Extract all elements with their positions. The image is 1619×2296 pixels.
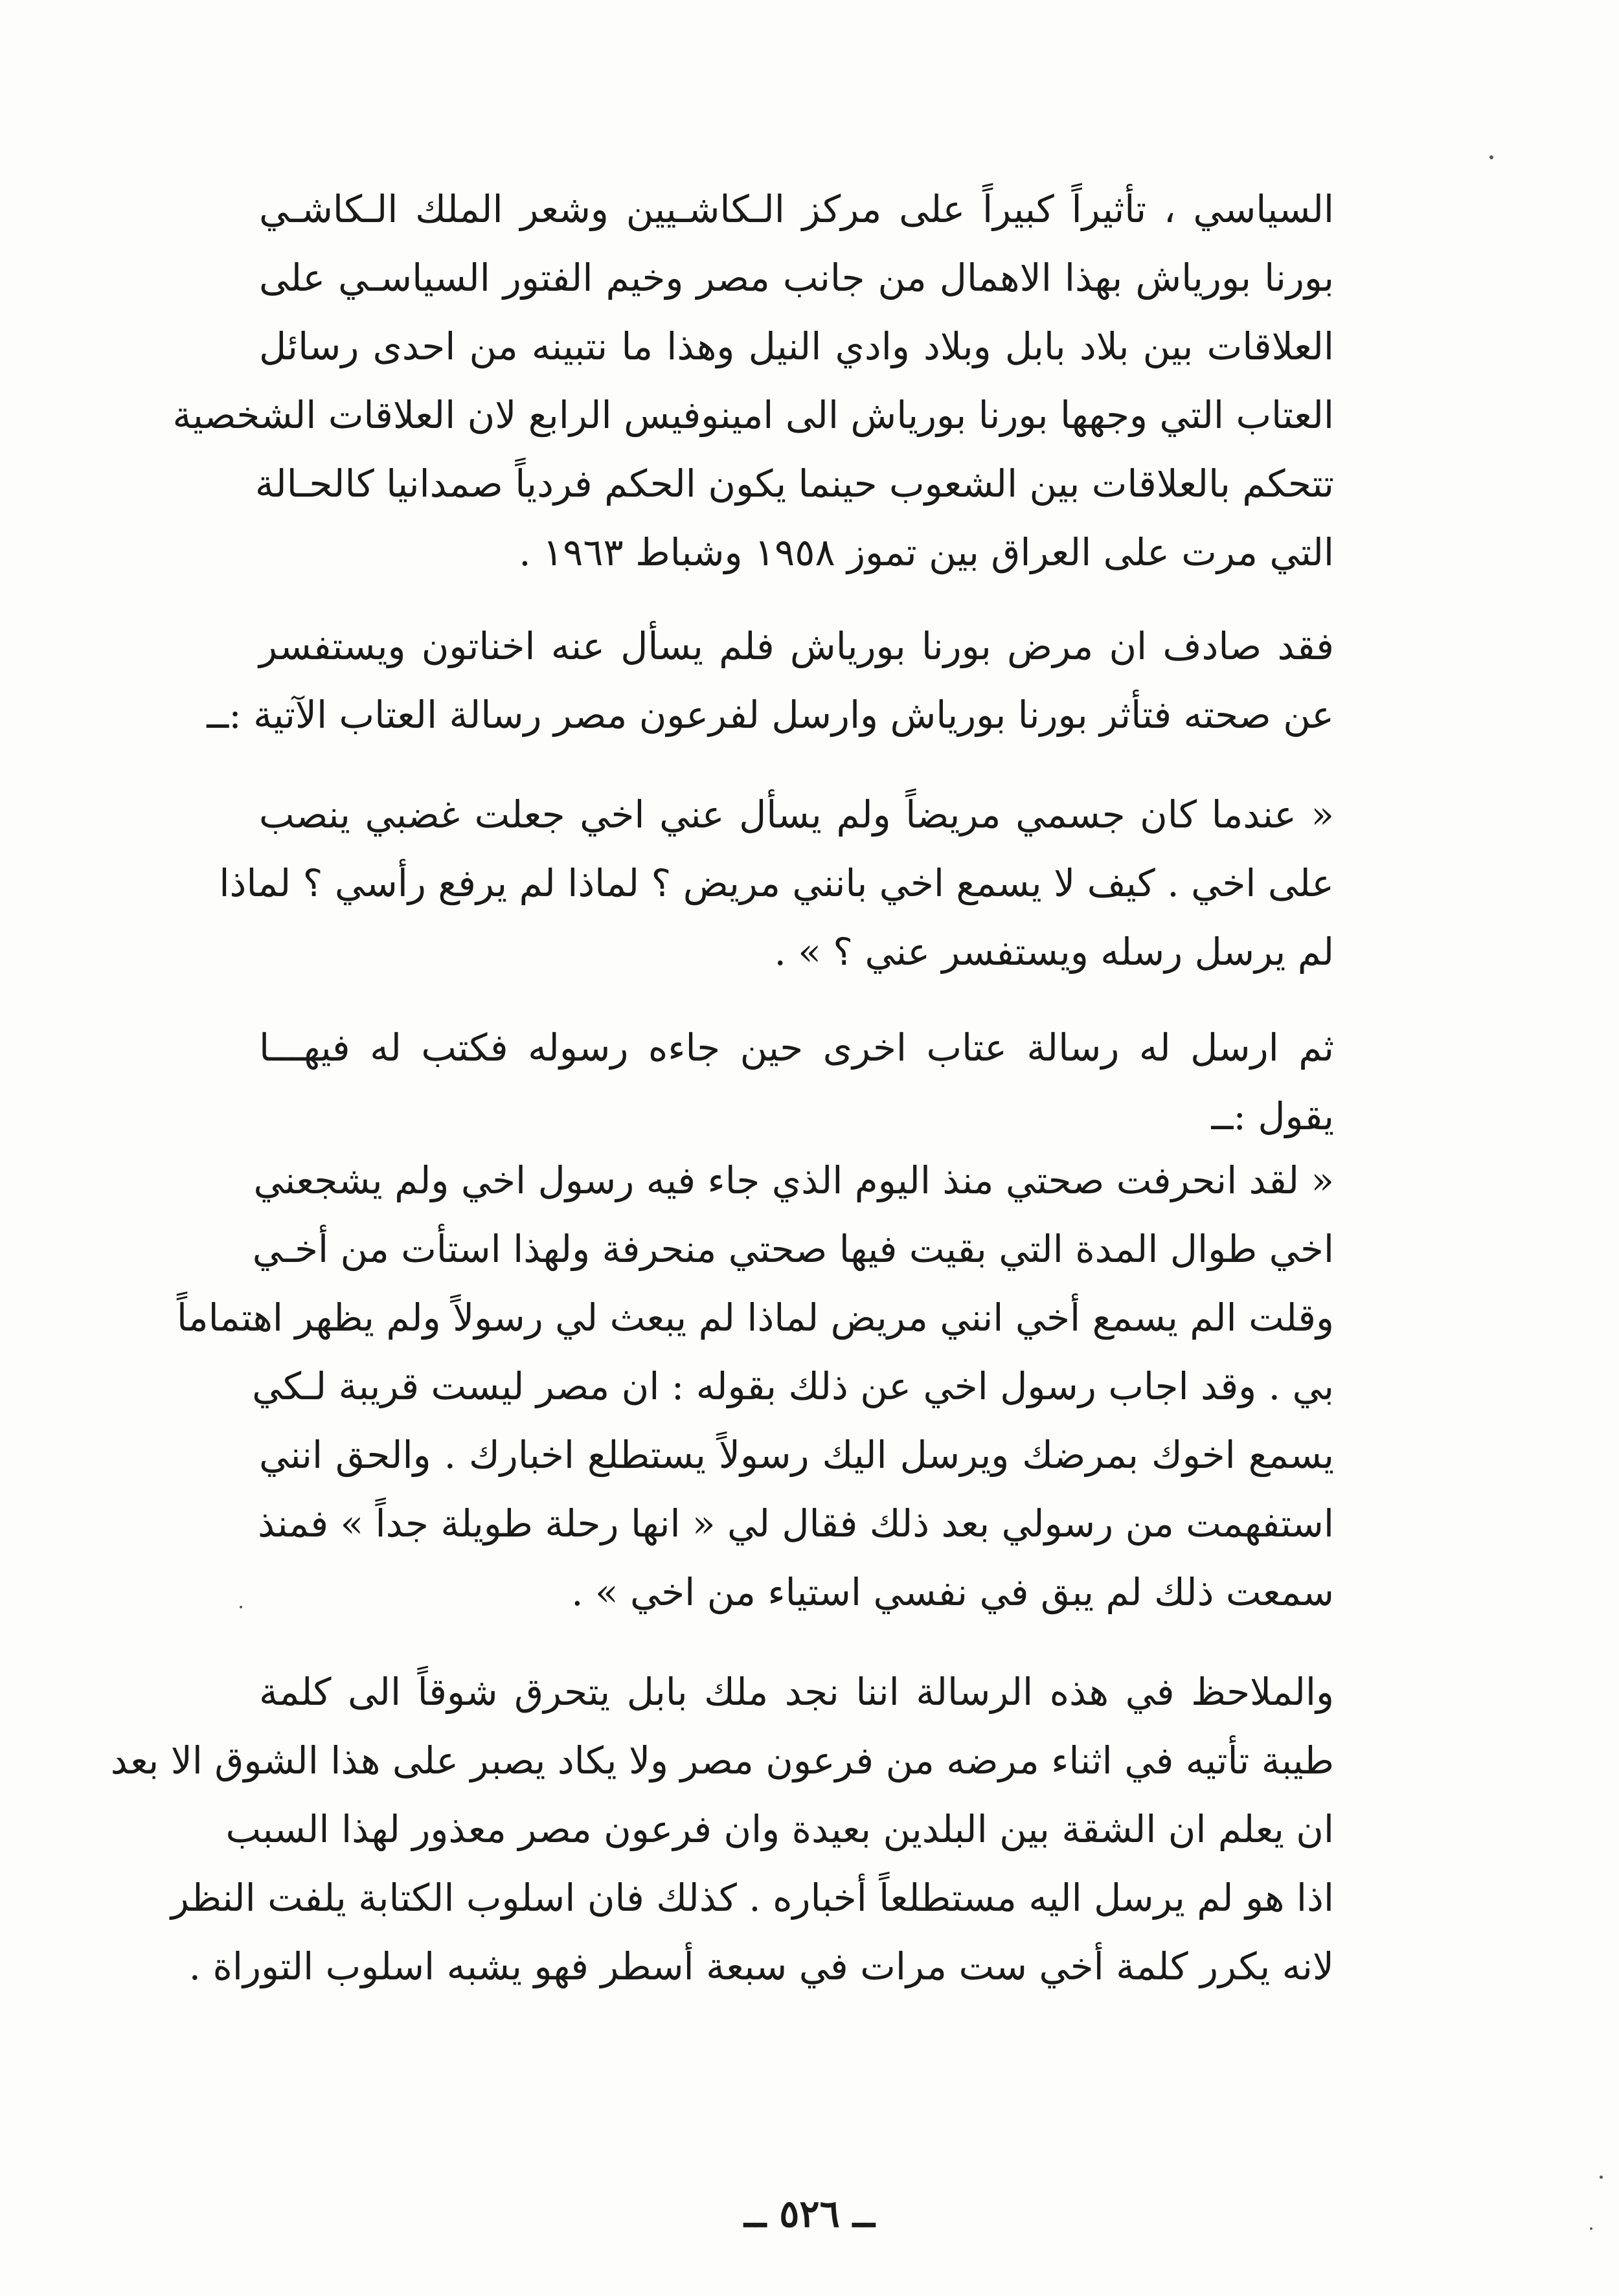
text-line: استفهمت من رسولي بعد ذلك فقال لي « انها رحلة طويلة جداً » فمنذ bbox=[257, 1502, 1334, 1546]
paragraph-2 bbox=[207, 612, 1334, 749]
text-line: يسمع اخوك بمرضك ويرسل اليك رسولاً يستطلع اخبارك . والحق انني bbox=[259, 1433, 1334, 1477]
scan-speck bbox=[1590, 2227, 1592, 2230]
text-line: ان يعلم ان الشقة بين البلدين بعيدة وان فرعون مصر معذور لهذا السبب bbox=[225, 1807, 1334, 1851]
text-line: السياسي ، تأثيراً كبيراً على مركز الـكاشـيين وشعر الملك الـكاشـي bbox=[259, 187, 1334, 231]
text-line: اذا هو لم يرسل اليه مستطلعاً أخباره . كذلك فان اسلوب الكتابة يلفت النظر bbox=[170, 1876, 1334, 1920]
text-line: ثم ارسل له رسالة عتاب اخرى حين جاءه رسوله فكتب له فيهـــا bbox=[259, 1026, 1334, 1070]
paragraph-3 bbox=[219, 780, 1334, 986]
text-line: فقد صادف ان مرض بورنا بورياش فلم يسأل عنه اخناتون ويستفسر bbox=[259, 624, 1334, 668]
text-line: تتحكم بالعلاقات بين الشعوب حينما يكون الحكم فردياً صمدانيا كالحـالة bbox=[255, 462, 1334, 506]
text-line: « عندما كان جسمي مريضاً ولم يسأل عني اخي جعلت غضبي ينصب bbox=[259, 793, 1334, 837]
scan-speck bbox=[1489, 155, 1493, 159]
text-line: يقول :ــ bbox=[1211, 1094, 1334, 1138]
scan-speck bbox=[1600, 2176, 1603, 2179]
text-line: لم يرسل رسله ويستفسر عني ؟ » . bbox=[774, 930, 1334, 974]
text-line: اخي طوال المدة التي بقيت فيها صحتي منحرفة ولهذا استأت من أخـي bbox=[252, 1227, 1334, 1271]
scan-speck bbox=[240, 1606, 242, 1608]
text-line: بورنا بورياش بهذا الاهمال من جانب مصر وخيم الفتور السياسـي على bbox=[259, 256, 1334, 300]
text-line: بي . وقد اجاب رسول اخي عن ذلك بقوله : ان مصر ليست قريبة لـكي bbox=[252, 1364, 1334, 1408]
text-line: سمعت ذلك لم يبق في نفسي استياء من اخي » . bbox=[571, 1570, 1334, 1614]
paragraph-1 bbox=[172, 175, 1334, 587]
paragraph-5 bbox=[176, 1146, 1334, 1626]
text-line: طيبة تأتيه في اثناء مرضه من فرعون مصر ولا يكاد يصبر على هذا الشوق الا بعد bbox=[110, 1739, 1334, 1783]
paragraph-4 bbox=[259, 1013, 1334, 1151]
text-line: العلاقات بين بلاد بابل وبلاد وادي النيل وهذا ما نتبينه من احدى رسائل bbox=[259, 324, 1334, 368]
paragraph-6 bbox=[110, 1658, 1334, 2001]
text-line: لانه يكرر كلمة أخي ست مرات في سبعة أسطر فهو يشبه اسلوب التوراة . bbox=[188, 1944, 1334, 1988]
text-line: والملاحظ في هذه الرسالة اننا نجد ملك بابل يتحرق شوقاً الى كلمة bbox=[259, 1670, 1334, 1714]
text-line: التي مرت على العراق بين تموز ١٩٥٨ وشباط ١٩٦٣ . bbox=[519, 530, 1334, 574]
text-line: على اخي . كيف لا يسمع اخي بانني مريض ؟ لماذا لم يرفع رأسي ؟ لماذا bbox=[219, 861, 1334, 905]
text-line: العتاب التي وجهها بورنا بورياش الى امينوفيس الرابع لان العلاقات الشخصية bbox=[172, 393, 1334, 437]
page-number: ــ ٥٢٦ ــ bbox=[744, 2192, 875, 2236]
text-line: وقلت الم يسمع أخي انني مريض لماذا لم يبعث لي رسولاً ولم يظهر اهتماماً bbox=[176, 1296, 1334, 1340]
text-line: عن صحته فتأثر بورنا بورياش وارسل لفرعون مصر رسالة العتاب الآتية :ــ bbox=[207, 693, 1334, 737]
text-line: « لقد انحرفت صحتي منذ اليوم الذي جاء فيه رسول اخي ولم يشجعني bbox=[253, 1158, 1334, 1202]
